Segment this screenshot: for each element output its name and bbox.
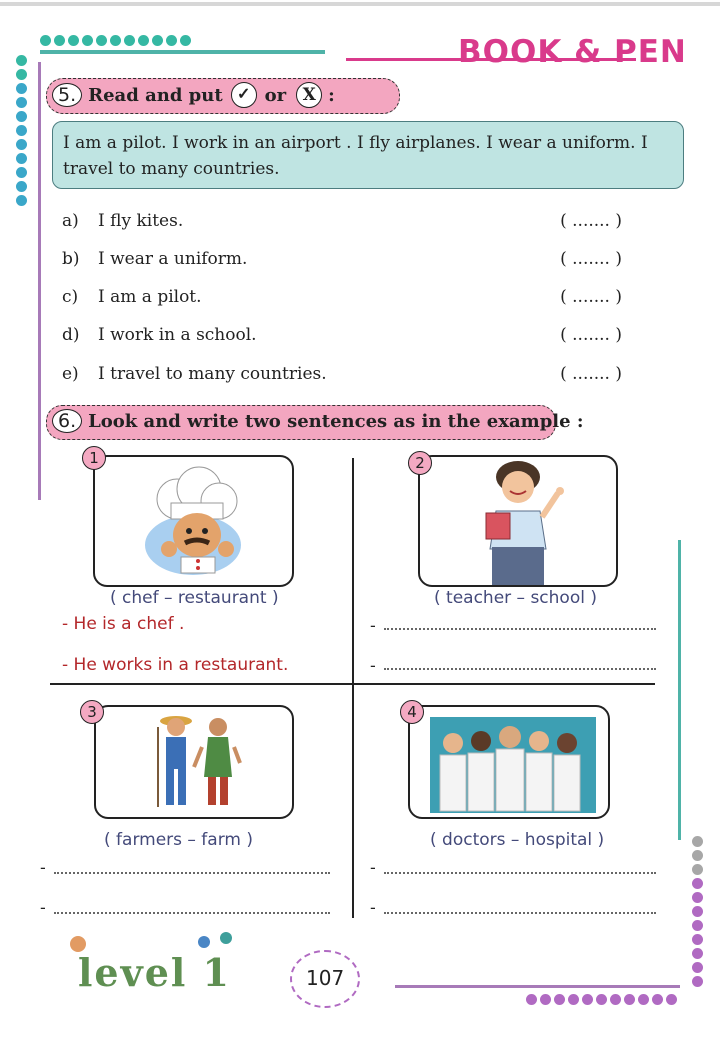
item-text: I travel to many countries. (98, 364, 327, 384)
top-bar-teal (40, 50, 325, 54)
level-logo: level 1 (78, 950, 231, 995)
question-item (62, 360, 622, 388)
chef-illustration (95, 457, 292, 585)
question-item (62, 321, 622, 349)
right-dot-column (692, 836, 703, 987)
item-letter: c) (62, 287, 79, 307)
card-2-caption: ( teacher – school ) (434, 588, 597, 608)
card-1-frame (93, 455, 294, 587)
card-3-blank-2[interactable] (54, 912, 330, 914)
brand-logo: BOOK & PEN (458, 34, 687, 70)
doctors-illustration (410, 707, 608, 817)
page-number: 107 (306, 966, 345, 990)
card-4-frame (408, 705, 610, 819)
item-text: I fly kites. (98, 211, 184, 231)
card-4-caption: ( doctors – hospital ) (430, 830, 605, 850)
card-1-sentence-1: - He is a chef . (62, 614, 185, 634)
card-3-line-1-dash: - (40, 858, 46, 877)
item-letter: e) (62, 364, 79, 384)
question-item (62, 283, 622, 311)
card-4-badge: 4 (400, 700, 424, 724)
right-vertical-line (678, 540, 681, 840)
section6-number: 6. (52, 409, 82, 433)
top-border (0, 2, 720, 6)
card-3-line-2-dash: - (40, 898, 46, 917)
card-4-blank-2[interactable] (384, 912, 656, 914)
top-dot-row (40, 35, 191, 46)
card-1-caption: ( chef – restaurant ) (110, 588, 279, 608)
left-vertical-line (38, 62, 41, 500)
answer-blank[interactable]: ( ....... ) (560, 325, 622, 345)
item-letter: a) (62, 211, 79, 231)
card-2-frame (418, 455, 618, 587)
item-text: I work in a school. (98, 325, 257, 345)
grid-horizontal-divider (50, 683, 655, 685)
card-1-sentence-2: - He works in a restaurant. (62, 655, 289, 675)
item-letter: b) (62, 249, 80, 269)
bottom-dot-row (526, 994, 677, 1005)
item-text: I am a pilot. (98, 287, 202, 307)
teacher-illustration (420, 457, 616, 585)
card-3-frame (94, 705, 294, 819)
card-2-badge: 2 (408, 451, 432, 475)
bottom-bar (395, 985, 680, 988)
answer-blank[interactable]: ( ....... ) (560, 287, 622, 307)
card-2-line-2-dash: - (370, 656, 376, 675)
card-2-blank-1[interactable] (384, 628, 656, 630)
card-2-blank-2[interactable] (384, 668, 656, 670)
cross-icon: X (296, 82, 322, 108)
item-letter: d) (62, 325, 80, 345)
card-2-line-1-dash: - (370, 616, 376, 635)
left-dot-column (16, 55, 27, 206)
farmers-illustration (96, 707, 292, 817)
question-item (62, 245, 622, 273)
question-item (62, 207, 622, 235)
section6-title: 6. Look and write two sentences as in the example : (52, 409, 583, 433)
section5-title: 5. Read and put ✓ or X : (52, 82, 335, 108)
card-3-caption: ( farmers – farm ) (104, 830, 253, 850)
card-4-blank-1[interactable] (384, 872, 656, 874)
answer-blank[interactable]: ( ....... ) (560, 249, 622, 269)
card-3-blank-1[interactable] (54, 872, 330, 874)
item-text: I wear a uniform. (98, 249, 248, 269)
section5-number: 5. (52, 83, 82, 107)
card-4-line-1-dash: - (370, 858, 376, 877)
grid-vertical-divider (352, 458, 354, 918)
answer-blank[interactable]: ( ....... ) (560, 211, 622, 231)
check-icon: ✓ (231, 82, 257, 108)
card-3-badge: 3 (80, 700, 104, 724)
reading-passage: I am a pilot. I work in an airport . I fly airplanes. I wear a uniform. I travel to many countries. (52, 121, 684, 189)
answer-blank[interactable]: ( ....... ) (560, 364, 622, 384)
card-1-badge: 1 (82, 446, 106, 470)
card-4-line-2-dash: - (370, 898, 376, 917)
